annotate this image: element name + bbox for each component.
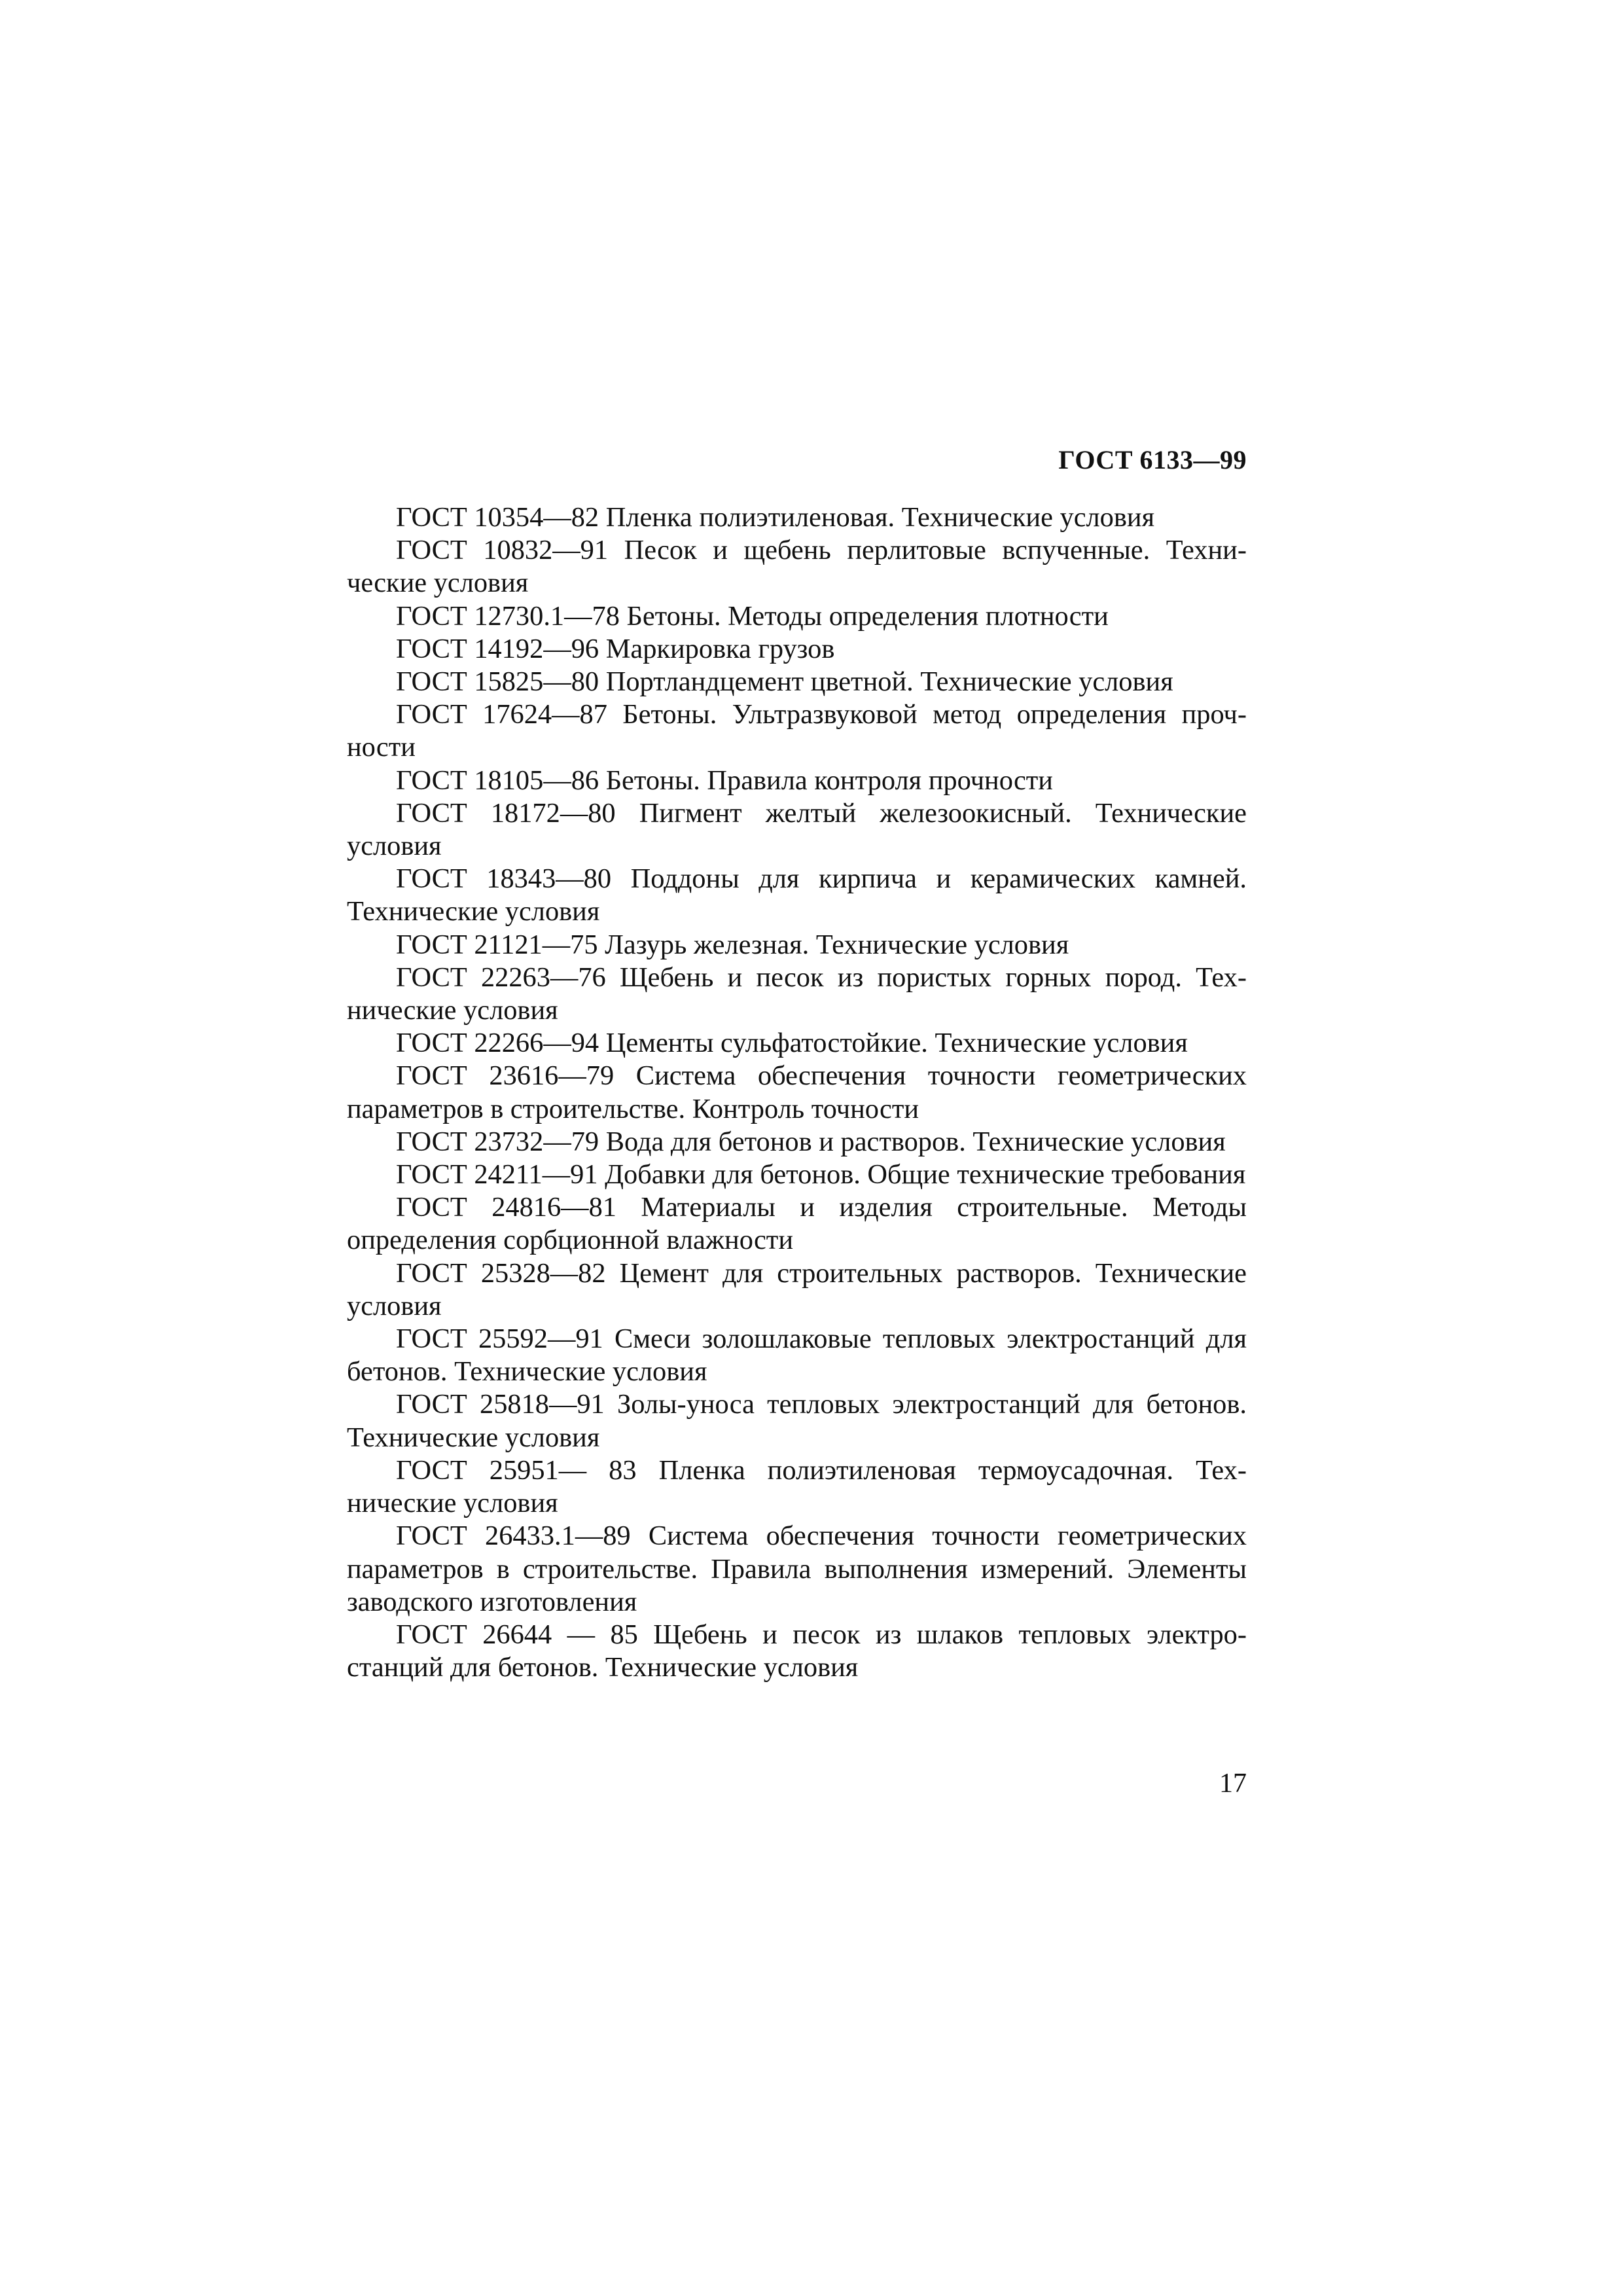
reference-item: ГОСТ 17624—87 Бетоны. Ультразвуковой метод определения прочности (347, 699, 1247, 763)
reference-item: ГОСТ 24211—91 Добавки для бетонов. Общие технические требования (396, 1159, 1246, 1191)
page-number: 17 (1219, 1768, 1247, 1799)
reference-item: ГОСТ 26644 — 85 Щебень и песок из шлаков тепловых электростанций для бетонов. Технические условия (347, 1619, 1247, 1683)
reference-item: ГОСТ 21121—75 Лазурь железная. Технические условия (396, 929, 1069, 960)
reference-item: ГОСТ 22266—94 Цементы сульфатостойкие. Технические условия (396, 1028, 1188, 1059)
reference-item: ГОСТ 10354—82 Пленка полиэтиленовая. Технические условия (396, 502, 1155, 533)
reference-item: ГОСТ 25328—82 Цемент для строительных растворов. Технические условия (347, 1257, 1247, 1321)
reference-item: ГОСТ 18172—80 Пигмент желтый железоокисный. Технические условия (347, 797, 1247, 862)
running-header: ГОСТ 6133—99 (1058, 445, 1247, 475)
reference-item: ГОСТ 26433.1—89 Система обеспечения точности геометрических параметров в строительстве. Правила выполнения измерений. Элементы заводского изготовления (347, 1520, 1247, 1617)
reference-item: ГОСТ 25818—91 Золы-уноса тепловых электростанций для бетонов. Технические условия (347, 1389, 1247, 1453)
reference-item: ГОСТ 23616—79 Система обеспечения точности геометрических параметров в строительстве. Контроль точности (347, 1060, 1247, 1124)
reference-item: ГОСТ 14192—96 Маркировка грузов (396, 633, 835, 664)
reference-item: ГОСТ 10832—91 Песок и щебень перлитовые вспученные. Технические условия (347, 535, 1247, 599)
reference-item: ГОСТ 12730.1—78 Бетоны. Методы определения плотности (396, 600, 1109, 632)
reference-item: ГОСТ 22263—76 Щебень и песок из пористых горных пород. Технические условия (347, 961, 1247, 1026)
reference-item: ГОСТ 25592—91 Смеси золошлаковые тепловых электростанций для бетонов. Технические условия (347, 1323, 1247, 1388)
reference-item: ГОСТ 18105—86 Бетоны. Правила контроля прочности (396, 764, 1053, 796)
references-list (347, 501, 1247, 1684)
reference-item: ГОСТ 24816—81 Материалы и изделия строительные. Методы определения сорбционной влажности (347, 1192, 1247, 1256)
reference-item: ГОСТ 25951— 83 Пленка полиэтиленовая термоусадочная. Технические условия (347, 1454, 1247, 1519)
reference-item: ГОСТ 18343—80 Поддоны для кирпича и керамических камней. Технические условия (347, 863, 1247, 927)
reference-item: ГОСТ 23732—79 Вода для бетонов и растворов. Технические условия (396, 1126, 1226, 1157)
reference-item: ГОСТ 15825—80 Портландцемент цветной. Технические условия (396, 666, 1173, 698)
